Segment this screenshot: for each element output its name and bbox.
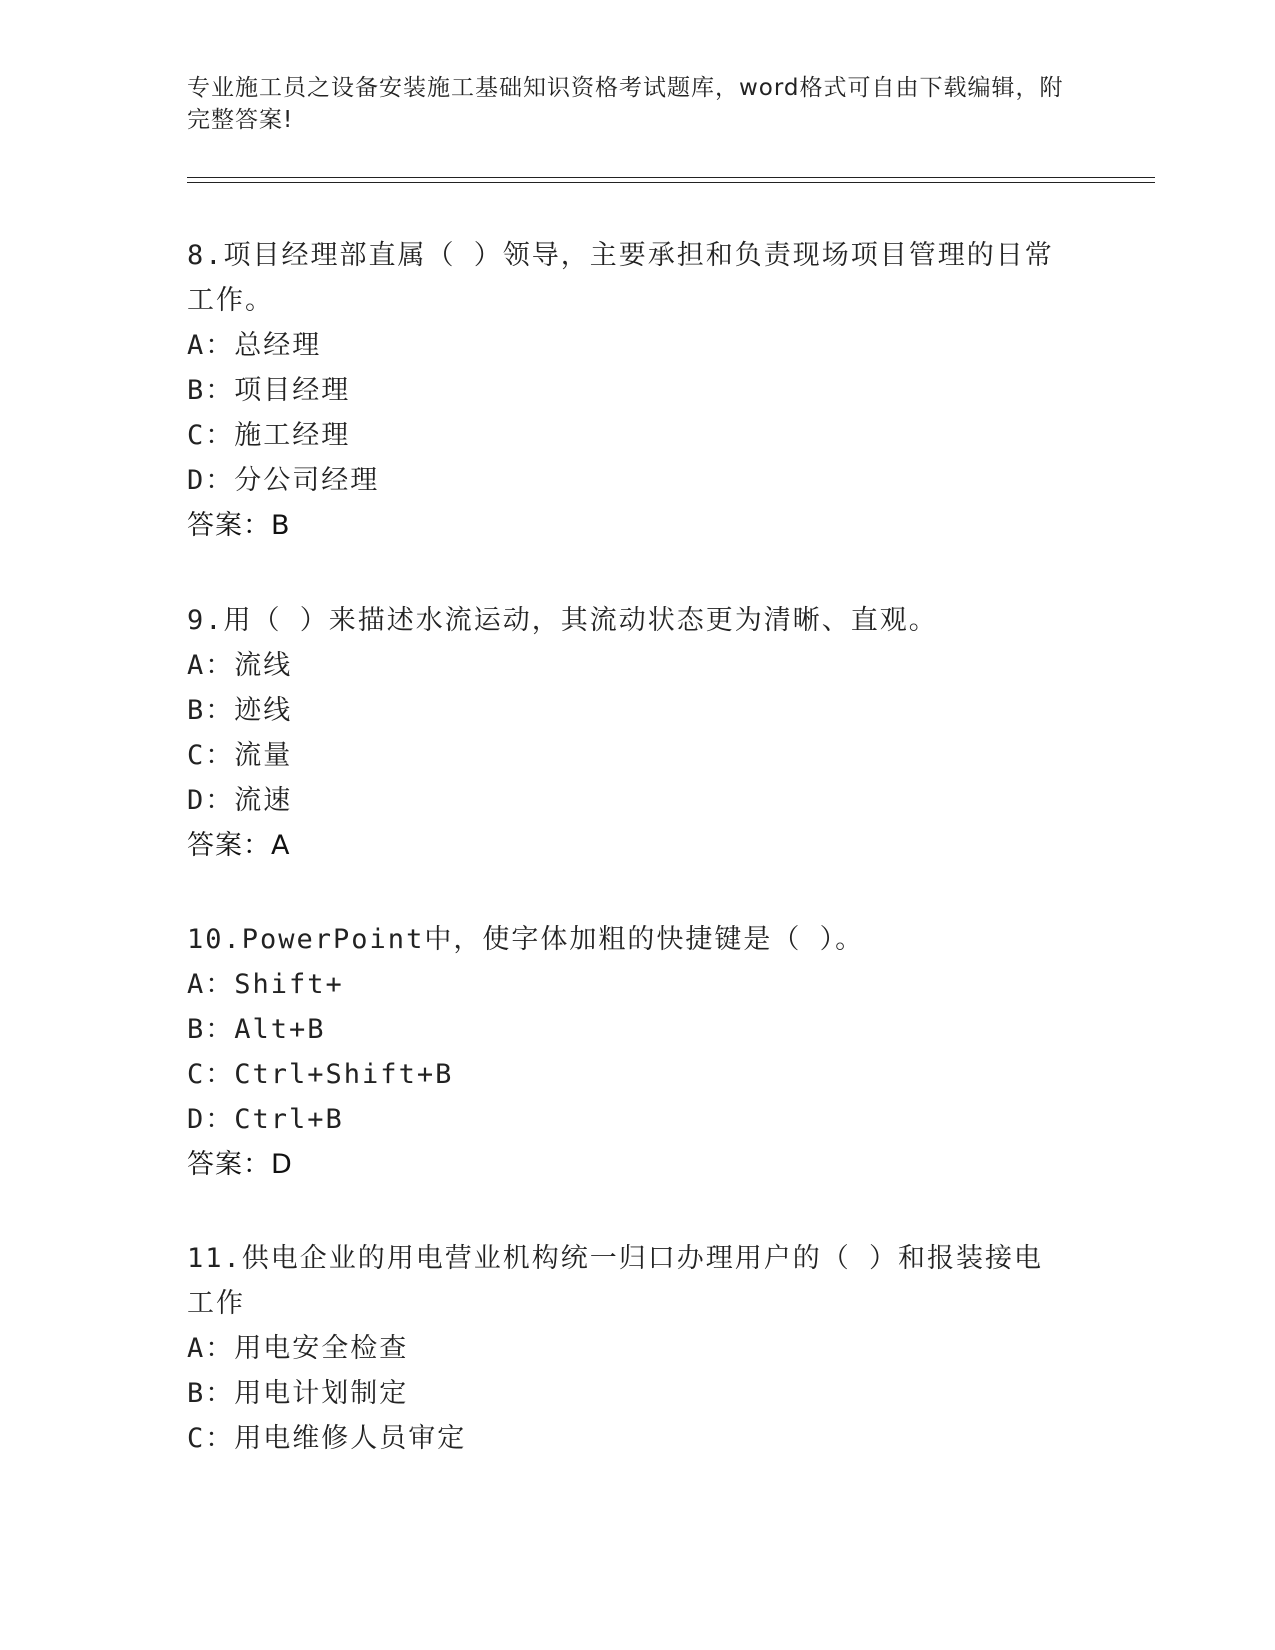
option-text: 迹线 <box>234 695 293 726</box>
option-text: Ctrl+Shift+B <box>234 1059 454 1090</box>
option-b <box>187 688 1087 733</box>
answer-line: 答案：B <box>187 510 291 541</box>
header-divider-top <box>187 177 1155 178</box>
option-b <box>187 1371 1087 1416</box>
option-b <box>187 368 1087 413</box>
option-b <box>187 1007 1087 1052</box>
header-divider-bottom <box>187 182 1155 183</box>
option-text: 流速 <box>234 785 293 816</box>
option-text: 施工经理 <box>234 420 351 451</box>
question-stem: 11.供电企业的用电营业机构统一归口办理用户的（ ）和报装接电工作 <box>187 1243 1044 1319</box>
question-10 <box>187 917 1087 1187</box>
option-key: B： <box>187 375 235 406</box>
option-key: D： <box>187 1104 235 1135</box>
option-key: C： <box>187 1059 235 1090</box>
document-header: 专业施工员之设备安装施工基础知识资格考试题库，word格式可自由下载编辑，附完整答案! <box>187 75 1064 133</box>
option-text: Alt+B <box>234 1014 326 1045</box>
option-text: 用电维修人员审定 <box>234 1423 467 1454</box>
option-key: C： <box>187 1423 235 1454</box>
option-c <box>187 1416 1087 1461</box>
option-a <box>187 962 1087 1007</box>
option-c <box>187 413 1087 458</box>
option-d <box>187 1097 1087 1142</box>
option-text: 分公司经理 <box>234 465 380 496</box>
option-key: A： <box>187 330 235 361</box>
option-a <box>187 643 1087 688</box>
option-key: B： <box>187 695 235 726</box>
option-c <box>187 733 1087 778</box>
option-key: B： <box>187 1014 235 1045</box>
option-key: B： <box>187 1378 235 1409</box>
option-text: 总经理 <box>234 330 322 361</box>
option-a <box>187 1326 1087 1371</box>
question-8 <box>187 233 1087 548</box>
answer-line: 答案：D <box>187 1149 293 1180</box>
option-a <box>187 323 1087 368</box>
option-text: 项目经理 <box>234 375 351 406</box>
option-key: C： <box>187 740 235 771</box>
question-11 <box>187 1236 1087 1461</box>
option-d <box>187 778 1087 823</box>
option-key: D： <box>187 465 235 496</box>
option-text: 流线 <box>234 650 293 681</box>
question-stem: 9.用（ ）来描述水流运动，其流动状态更为清晰、直观。 <box>187 605 938 636</box>
option-text: Shift+ <box>234 969 344 1000</box>
question-stem: 8.项目经理部直属（ ）领导，主要承担和负责现场项目管理的日常工作。 <box>187 240 1054 316</box>
answer-line: 答案：A <box>187 830 291 861</box>
option-d <box>187 458 1087 503</box>
option-key: A： <box>187 969 235 1000</box>
option-text: 用电计划制定 <box>234 1378 409 1409</box>
question-stem: 10.PowerPoint中，使字体加粗的快捷键是（ ）。 <box>187 924 865 955</box>
option-text: 流量 <box>234 740 293 771</box>
option-text: Ctrl+B <box>234 1104 344 1135</box>
option-key: A： <box>187 1333 235 1364</box>
option-key: C： <box>187 420 235 451</box>
option-key: D： <box>187 785 235 816</box>
option-text: 用电安全检查 <box>234 1333 409 1364</box>
option-c <box>187 1052 1087 1097</box>
option-key: A： <box>187 650 235 681</box>
question-9 <box>187 598 1087 868</box>
